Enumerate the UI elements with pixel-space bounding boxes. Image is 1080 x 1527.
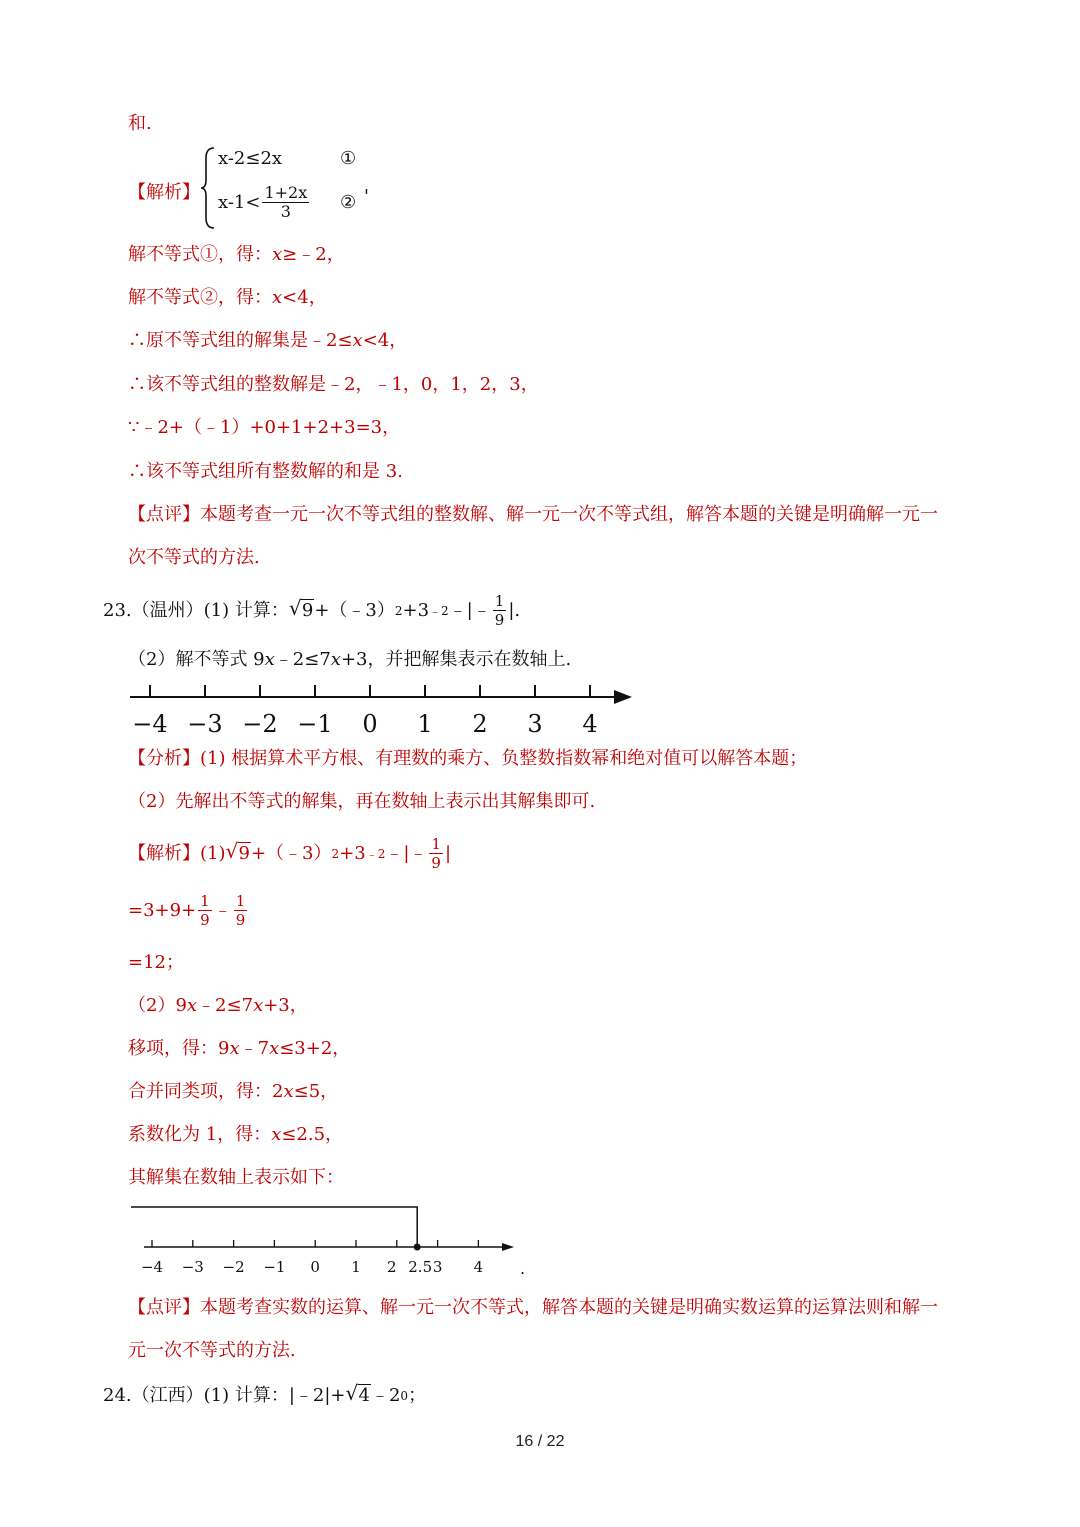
solve-line-6: ∴该不等式组所有整数解的和是 3. [128, 461, 403, 482]
nl2-period: . [520, 1259, 526, 1278]
question-24: 24.（江西）(1) 计算：|﹣2|+ √ 4 ﹣2 0 ； [103, 1381, 427, 1406]
solution-23-line-7: 系数化为 1，得：x≤2.5， [128, 1124, 344, 1145]
number-line-1 [126, 684, 646, 736]
nl1-tick-label: 4 [582, 710, 598, 736]
sys-eq2-left: x-1 [218, 192, 246, 213]
question-23-part-2: （2）解不等式 9x﹣2≤7x+3，并把解集表示在数轴上. [128, 649, 572, 670]
solution-23-line-4: （2）9x﹣2≤7x+3， [128, 995, 308, 1016]
nl1-tick-label: 3 [527, 710, 543, 736]
nl2-tick-label: 3 [432, 1258, 443, 1276]
comment-2: 【点评】本题考查实数的运算、解一元一次不等式，解答本题的关键是明确实数运算的运算法则和解一 [128, 1297, 938, 1318]
analysis-1: 【分析】(1) 根据算术平方根、有理数的乘方、负整数指数幂和绝对值可以解答本题； [128, 748, 808, 769]
nl2-tick-label: 2.5 [408, 1258, 433, 1276]
nl2-tick-label: −1 [263, 1258, 286, 1276]
question-23-part-1: 23.（温州）(1) 计算： √ 9 +（﹣3） 2 +3 ﹣2 ﹣|﹣ $\frac{1}{9}$ |. [103, 592, 521, 629]
solve-line-2: 解不等式②，得：x<4， [128, 287, 327, 308]
sys-eq2-mark: ② [340, 192, 357, 213]
nl1-tick-label: −1 [297, 710, 333, 736]
text-he: 和. [128, 113, 152, 134]
nl2-tick-label: −2 [222, 1258, 245, 1276]
comment-1: 【点评】本题考查一元一次不等式组的整数解、解一元一次不等式组，解答本题的关键是明确解一元一 [128, 504, 938, 525]
sys-eq1-op: ≤ [245, 148, 261, 169]
sys-eq1-mark: ① [340, 148, 357, 169]
page-number: 16 / 22 [515, 1433, 565, 1450]
nl2-tick-label: 1 [351, 1258, 361, 1276]
solve-line-3: ∴原不等式组的解集是﹣2≤x<4， [128, 330, 408, 351]
analysis-2: （2）先解出不等式的解集，再在数轴上表示出其解集即可. [128, 791, 596, 812]
sys-eq2-den: 3 [280, 202, 291, 221]
nl2-solution-point [414, 1244, 421, 1251]
nl2-tick-label: −4 [140, 1258, 164, 1276]
nl2-tick-label: 4 [473, 1258, 484, 1276]
sys-comma: ' [364, 186, 369, 207]
solution-23-line-3: =12； [128, 952, 184, 973]
solution-23-line-2: =3+9+ $\frac{1}{9}$ ﹣ $\frac{1}{9}$ [128, 892, 246, 929]
comment-1-cont: 次不等式的方法. [128, 547, 260, 568]
sys-eq2-op: < [245, 192, 261, 213]
nl1-tick-label: 1 [417, 710, 433, 736]
sys-eq1-left: x-2 [218, 148, 246, 169]
solution-23-line-5: 移项，得：9x﹣7x≤3+2， [128, 1038, 351, 1059]
nl1-tick-label: 2 [472, 710, 488, 736]
inequality-system [200, 144, 380, 232]
jiexi-tag-1: 【解析】 [128, 182, 200, 203]
nl2-tick-label: 2 [387, 1258, 397, 1276]
solution-23-line-6: 合并同类项，得：2x≤5， [128, 1081, 339, 1102]
sys-eq1-right: 2x [260, 148, 283, 169]
solution-23-line-8: 其解集在数轴上表示如下： [128, 1167, 344, 1188]
solve-line-1: 解不等式①，得：x≥﹣2， [128, 244, 345, 265]
nl1-tick-label: −4 [132, 710, 168, 736]
nl1-tick-label: −3 [187, 710, 223, 736]
nl2-arrow [502, 1243, 514, 1251]
nl1-tick-label: −2 [242, 710, 278, 736]
brace-icon [200, 146, 216, 230]
solution-23-line-1: 【解析】 (1) √ 9 +（﹣3） 2 +3 ﹣2 ﹣|﹣ $\frac{1}{9}$ | [128, 835, 452, 872]
number-line-2 [126, 1200, 546, 1282]
sys-eq2-num: 1+2x [264, 183, 308, 202]
solve-line-5: ∵﹣2+（﹣1）+0+1+2+3=3， [128, 417, 401, 438]
nl2-tick-label: 0 [310, 1258, 320, 1276]
nl1-tick-label: 0 [362, 710, 378, 736]
nl2-tick-label: −3 [181, 1258, 204, 1276]
solve-line-4: ∴该不等式组的整数解是﹣2，﹣1，0，1，2，3， [128, 374, 539, 395]
comment-2-cont: 元一次不等式的方法. [128, 1340, 296, 1361]
